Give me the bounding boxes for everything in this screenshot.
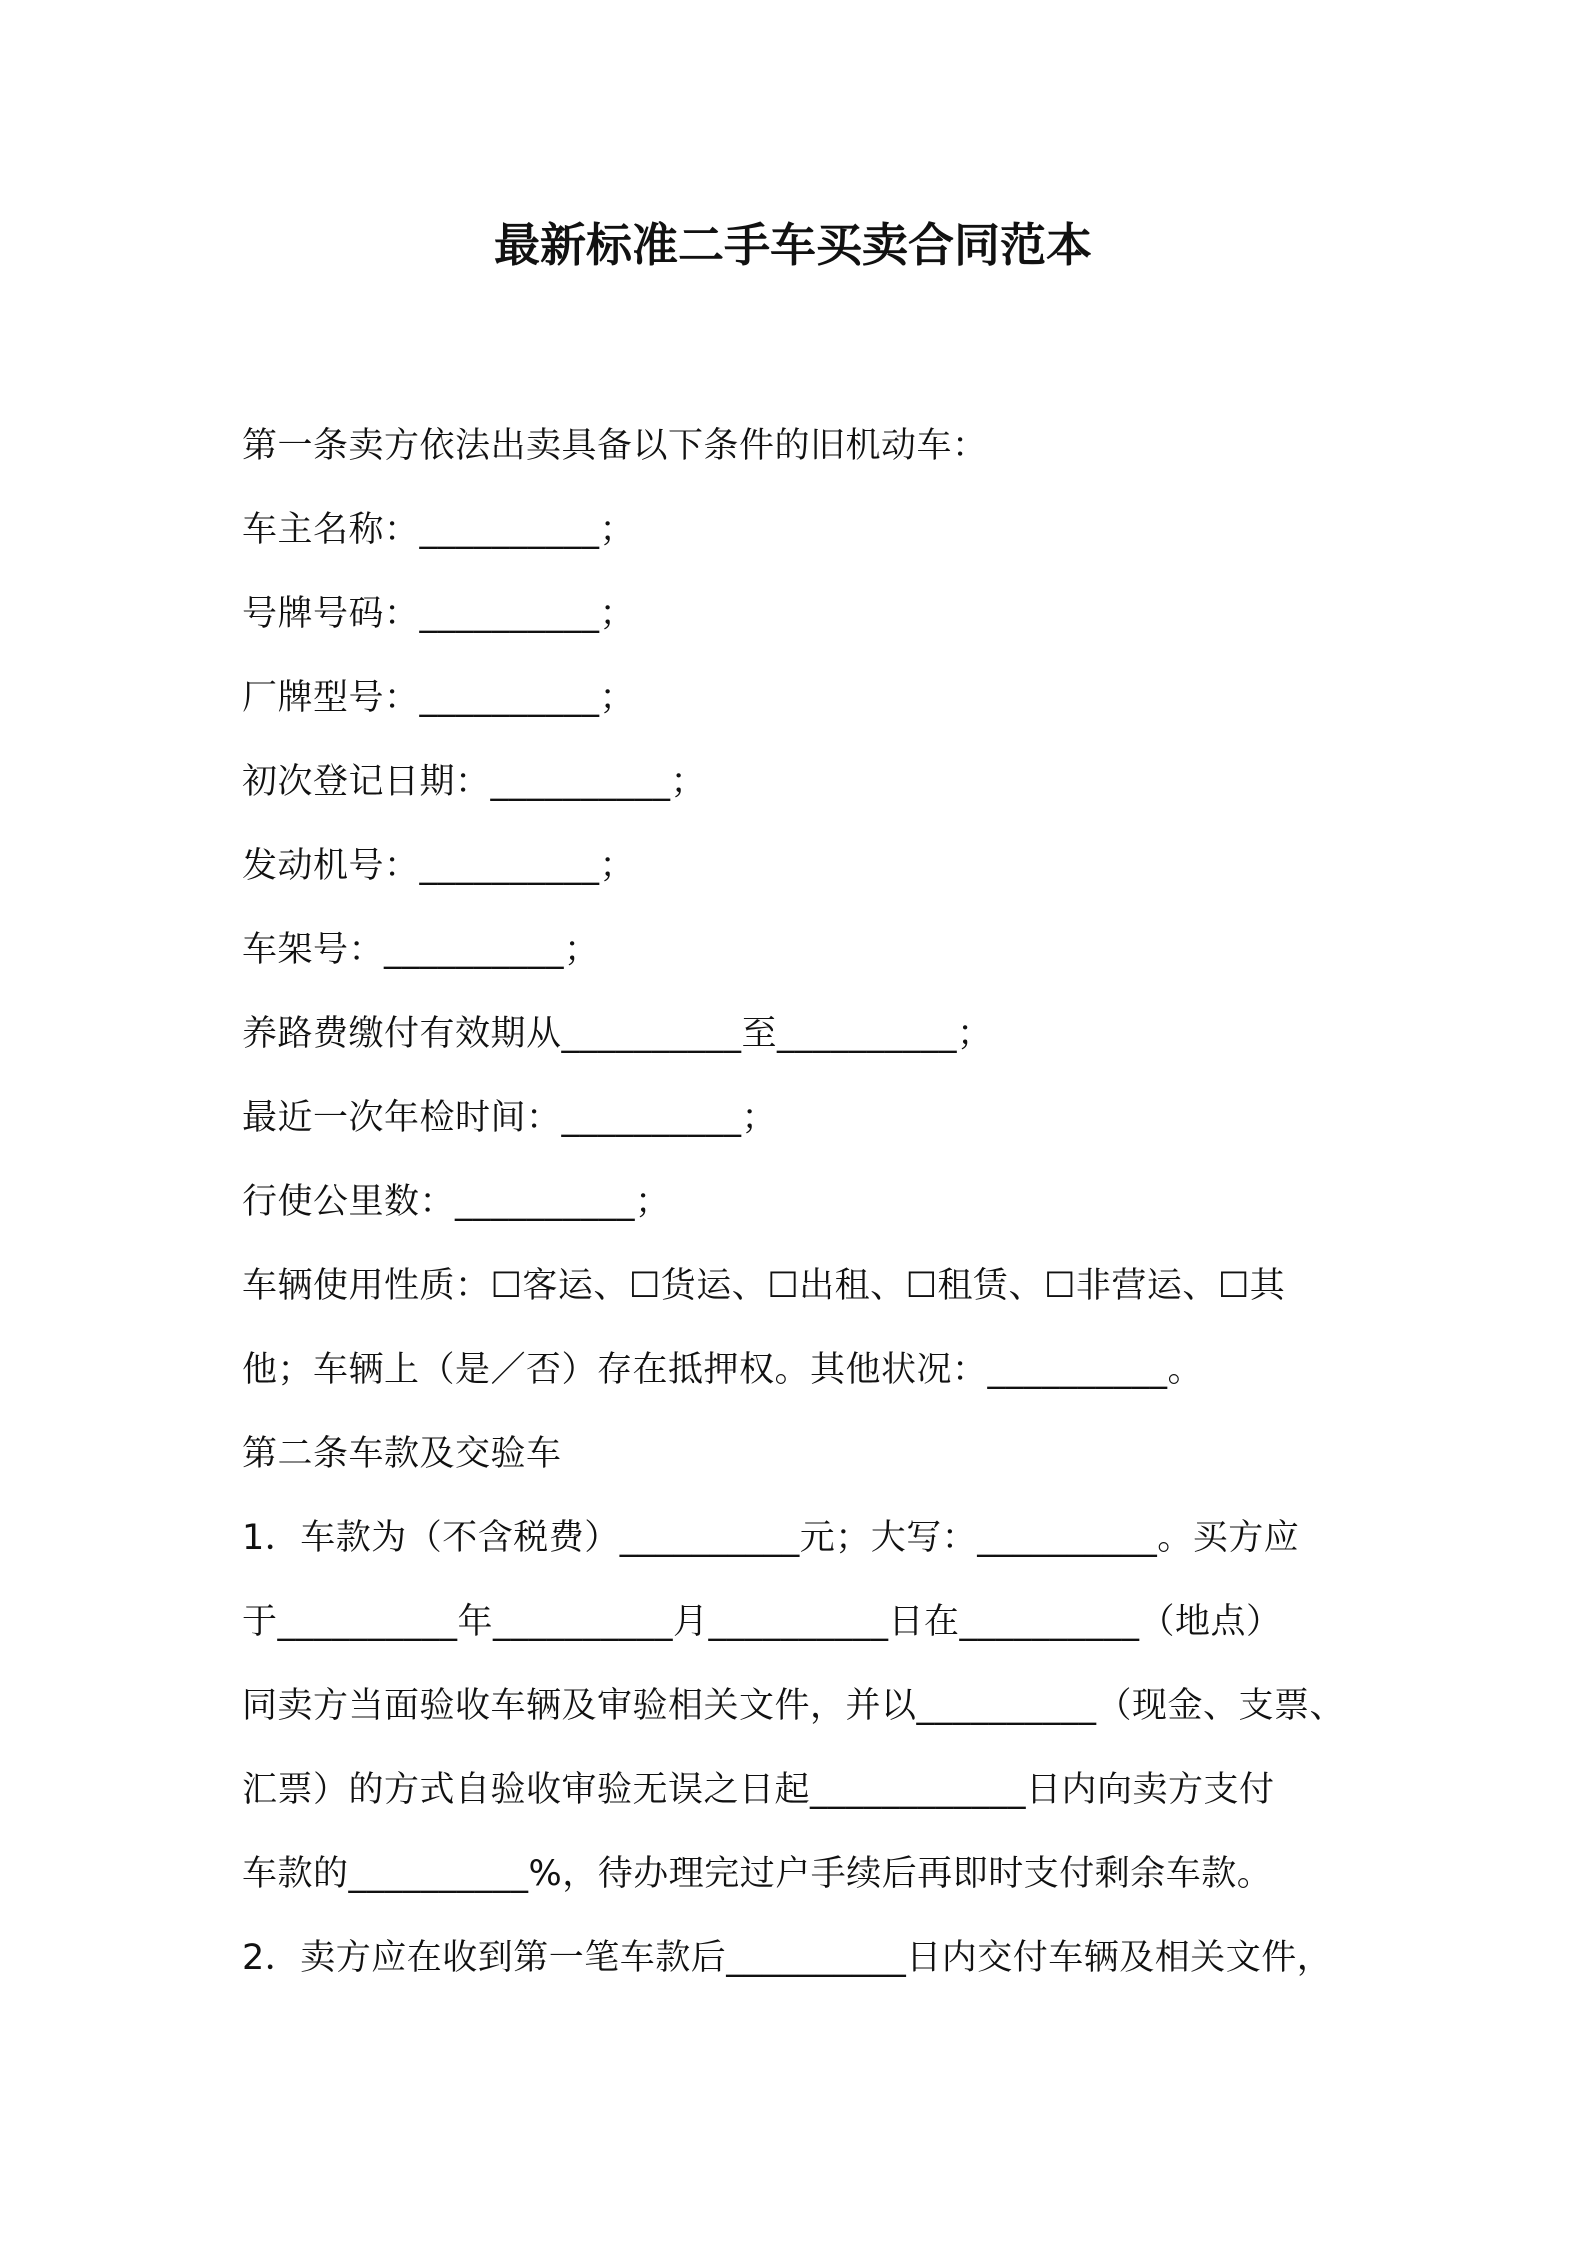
document-title: 最新标准二手车买卖合同范本	[494, 218, 1092, 272]
usage-type-line-1: 车辆使用性质：☐客运、☐货运、☐出租、☐租赁、☐非营运、☐其	[242, 1266, 1286, 1306]
payment-paragraph-line-5: 车款的__________%，待办理完过户手续后再即时支付剩余车款。	[242, 1854, 1273, 1894]
payment-paragraph-line-4: 汇票）的方式自验收审验无误之日起____________日内向卖方支付	[242, 1770, 1275, 1810]
chassis-number-field: 车架号：__________；	[242, 930, 600, 970]
brand-model-field: 厂牌型号：__________；	[242, 678, 636, 718]
engine-number-field: 发动机号：__________；	[242, 846, 636, 886]
payment-paragraph-line-2: 于__________年__________月__________日在__________（地点）	[242, 1602, 1282, 1642]
delivery-paragraph-line-1: 2．卖方应在收到第一笔车款后__________日内交付车辆及相关文件，	[242, 1938, 1333, 1978]
mileage-field: 行使公里数：__________；	[242, 1182, 671, 1222]
owner-name-field: 车主名称：__________；	[242, 510, 636, 550]
road-fee-validity-field: 养路费缴付有效期从__________至__________；	[242, 1014, 993, 1054]
document-body	[242, 404, 1362, 2000]
last-inspection-field: 最近一次年检时间：__________；	[242, 1098, 778, 1138]
payment-paragraph-line-3: 同卖方当面验收车辆及审验相关文件，并以__________（现金、支票、	[242, 1686, 1346, 1726]
payment-paragraph-line-1: 1．车款为（不含税费）__________元；大写：__________。买方应	[242, 1518, 1300, 1558]
plate-number-field: 号牌号码：__________；	[242, 594, 636, 634]
usage-type-line-2: 他；车辆上（是／否）存在抵押权。其他状况：__________。	[242, 1350, 1204, 1390]
clause-1-heading: 第一条卖方依法出卖具备以下条件的旧机动车：	[242, 426, 988, 466]
first-registration-date-field: 初次登记日期：__________；	[242, 762, 707, 802]
clause-2-heading: 第二条车款及交验车	[242, 1434, 562, 1474]
